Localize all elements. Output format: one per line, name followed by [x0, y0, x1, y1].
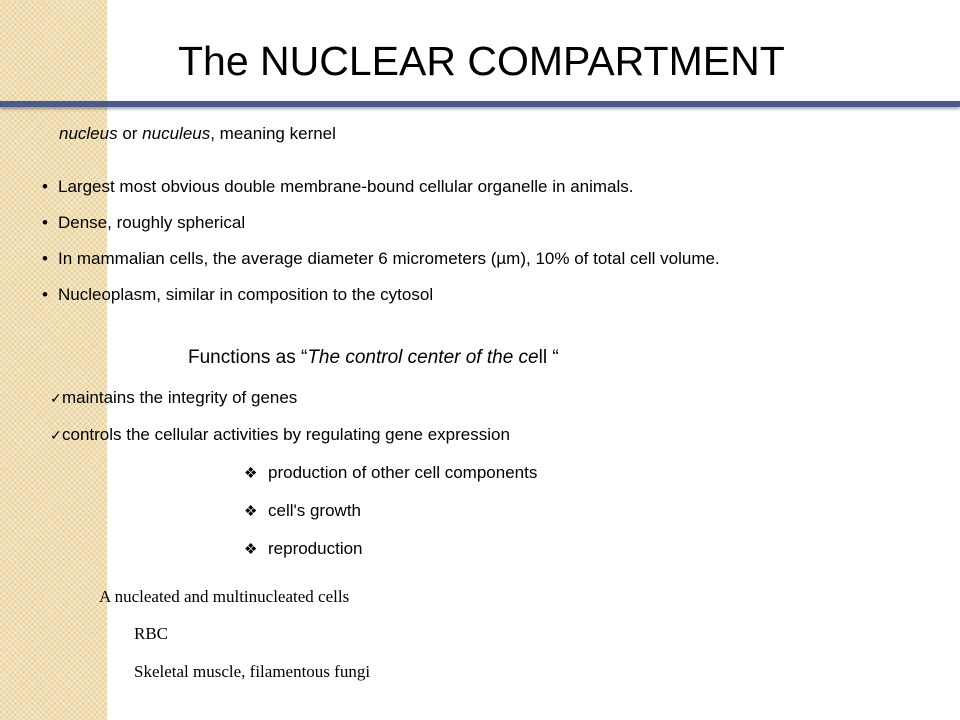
checkmark-icon: ✓ [50, 390, 62, 406]
check-item-label: controls the cellular activities by regulating gene expression [62, 425, 510, 444]
functions-emphasis: The control center of the ce [307, 347, 539, 368]
functions-prefix: Functions as “ [188, 347, 308, 368]
bullet-item: • Dense, roughly spherical [42, 212, 720, 248]
checkmark-icon: ✓ [50, 427, 62, 443]
etymology-meaning: , meaning kernel [210, 124, 336, 143]
cells-example-multinucleated: Skeletal muscle, filamentous fungi [134, 662, 371, 681]
decorative-sidebar [0, 0, 107, 720]
check-item-label: maintains the integrity of genes [62, 388, 298, 407]
term-nucleus: nucleus [59, 124, 118, 143]
title-divider [0, 101, 960, 107]
slide-title: The NUCLEAR COMPARTMENT [178, 38, 785, 84]
diamond-item [244, 500, 537, 538]
bullet-item: • Nucleoplasm, similar in composition to the cytosol [42, 284, 720, 320]
term-nuculeus: nuculeus [142, 124, 211, 143]
diamond-item [244, 538, 537, 576]
diamond-list [244, 462, 537, 576]
bullet-item: • Largest most obvious double membrane-bound cellular organelle in animals. [42, 176, 720, 212]
bullet-list [42, 176, 720, 320]
cells-heading: A nucleated and multinucleated cells [99, 587, 350, 606]
cells-example-rbc: RBC [134, 624, 169, 643]
check-list [50, 387, 510, 461]
bullet-item: • In mammalian cells, the average diameter 6 micrometers (µm), 10% of total cell volume. [42, 248, 720, 284]
check-item [50, 387, 510, 424]
four-diamond-icon: ❖ [244, 503, 258, 520]
four-diamond-icon: ❖ [244, 465, 258, 482]
check-item [50, 424, 510, 461]
etymology-line [59, 124, 336, 144]
etymology-connector: or [117, 124, 143, 143]
diamond-item-label: reproduction [268, 539, 363, 558]
diamond-item-label: production of other cell components [268, 463, 538, 482]
diamond-item-label: cell's growth [268, 501, 362, 520]
diamond-item [244, 462, 537, 500]
four-diamond-icon: ❖ [244, 541, 258, 558]
functions-heading [188, 347, 559, 369]
functions-suffix: ll “ [538, 347, 559, 368]
